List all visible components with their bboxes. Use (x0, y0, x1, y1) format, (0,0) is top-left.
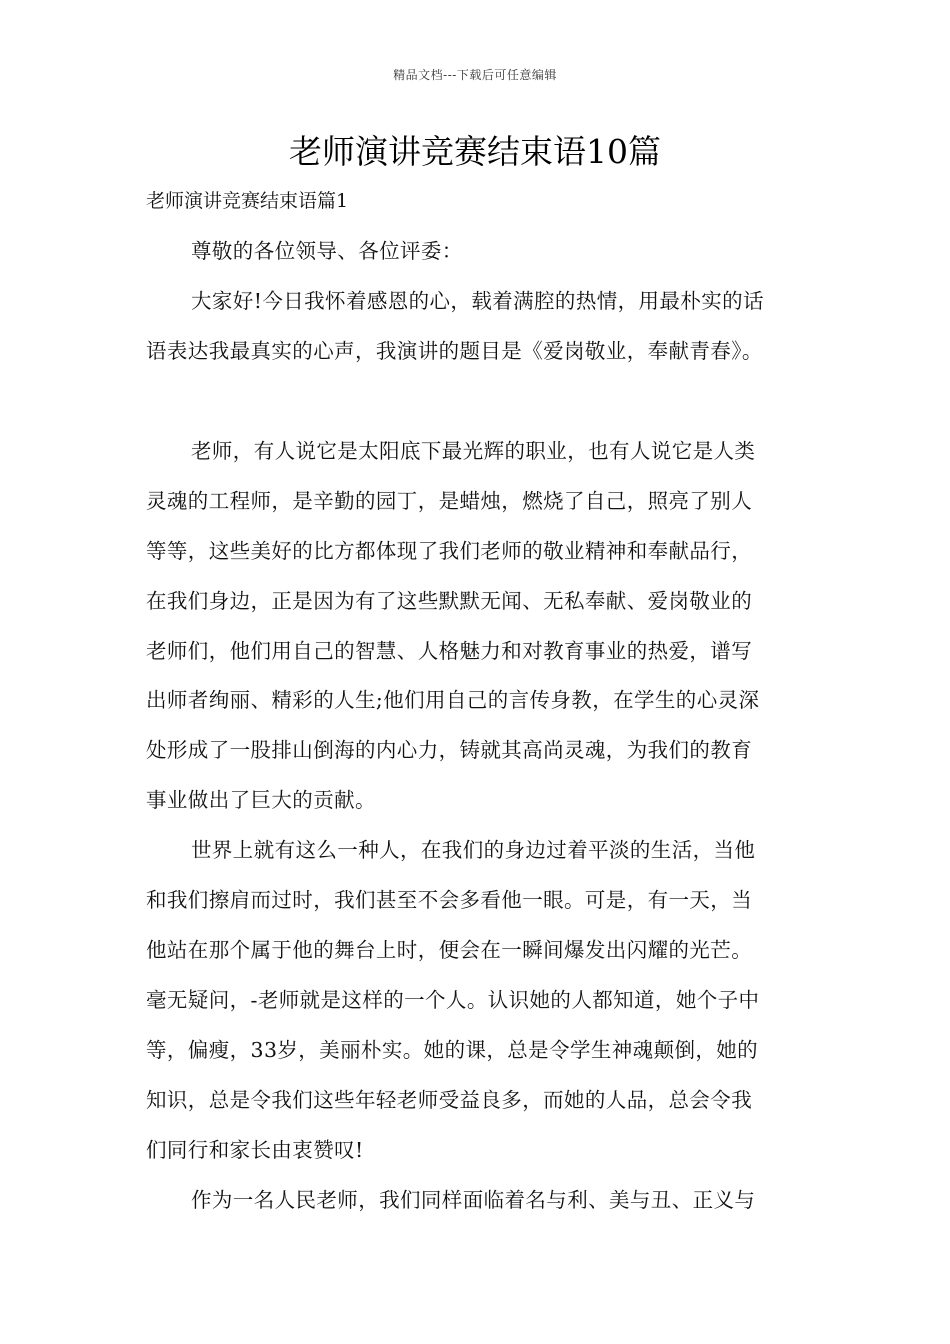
paragraph-line: 和我们擦肩而过时，我们甚至不会多看他一眼。可是，有一天，当 (146, 888, 753, 912)
document-title: 老师演讲竞赛结束语10篇 (289, 132, 661, 171)
paragraph-line: 毫无疑问，-老师就是这样的一个人。认识她的人都知道，她个子中 (146, 988, 760, 1012)
paragraph-line: 作为一名人民老师，我们同样面临着名与利、美与丑、正义与 (191, 1188, 756, 1212)
paragraph-line: 老师们，他们用自己的智慧、人格魅力和对教育事业的热爱，谱写 (146, 639, 753, 663)
paragraph-line: 事业做出了巨大的贡献。 (146, 788, 376, 812)
paragraph-line: 灵魂的工程师，是辛勤的园丁，是蜡烛，燃烧了自己，照亮了别人 (146, 489, 753, 513)
paragraph-line: 出师者绚丽、精彩的人生;他们用自己的言传身教，在学生的心灵深 (146, 688, 760, 712)
paragraph-line: 尊敬的各位领导、各位评委： (191, 239, 463, 263)
paragraph-line: 大家好!今日我怀着感恩的心，载着满腔的热情，用最朴实的话 (191, 289, 764, 313)
section-heading: 老师演讲竞赛结束语篇1 (146, 190, 349, 212)
paragraph-line: 世界上就有这么一种人，在我们的身边过着平淡的生活，当他 (191, 838, 756, 862)
paragraph-line: 处形成了一股排山倒海的内心力，铸就其高尚灵魂，为我们的教育 (146, 738, 753, 762)
paragraph-line: 等，偏瘦，33岁，美丽朴实。她的课，总是令学生神魂颠倒，她的 (146, 1038, 759, 1062)
paragraph-line: 们同行和家长由衷赞叹! (146, 1138, 364, 1162)
paragraph-line: 他站在那个属于他的舞台上时，便会在一瞬间爆发出闪耀的光芒。 (146, 938, 753, 962)
paragraph-line: 语表达我最真实的心声，我演讲的题目是《爱岗敬业，奉献青春》。 (146, 339, 763, 363)
paragraph-line: 老师，有人说它是太阳底下最光辉的职业，也有人说它是人类 (191, 439, 756, 463)
paragraph-line: 等等，这些美好的比方都体现了我们老师的敬业精神和奉献品行， (146, 539, 753, 563)
header-note: 精品文档---下载后可任意编辑 (393, 68, 557, 82)
paragraph-line: 在我们身边，正是因为有了这些默默无闻、无私奉献、爱岗敬业的 (146, 589, 753, 613)
paragraph-line: 知识，总是令我们这些年轻老师受益良多，而她的人品，总会令我 (146, 1088, 753, 1112)
